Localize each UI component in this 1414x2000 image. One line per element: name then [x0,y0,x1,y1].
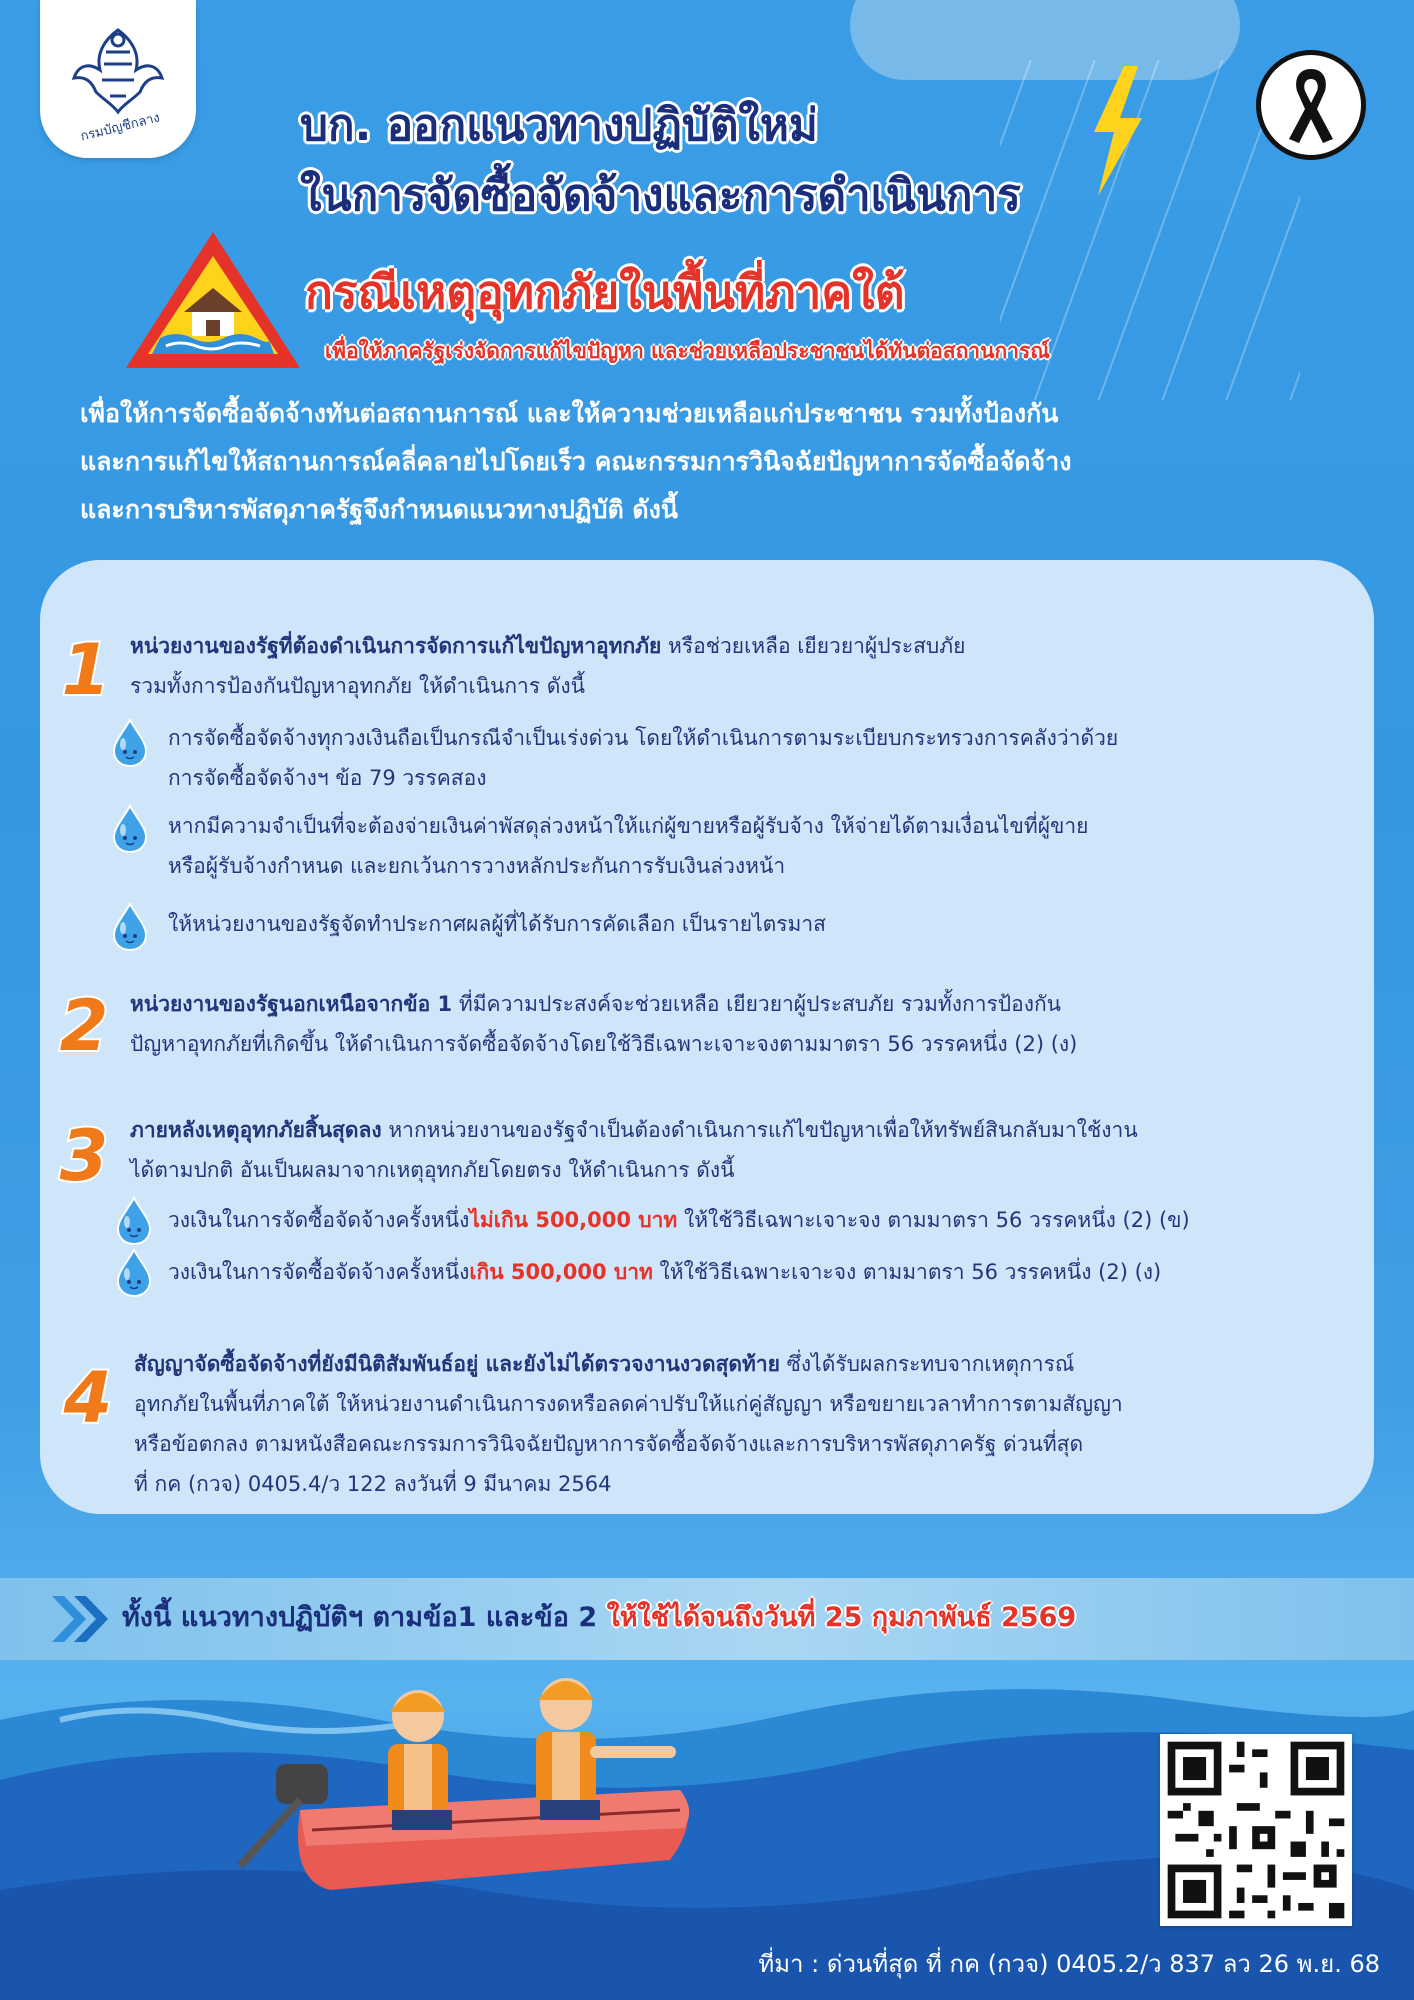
item-2-heading [130,984,1370,1064]
item-1-bullet-1 [168,718,1358,798]
water-drop-icon [108,902,152,952]
item-4-text: ซึ่งได้รับผลกระทบจากเหตุการณ์ [779,1352,1075,1376]
item-3-text: ได้ตามปกติ อันเป็นผลมาจากเหตุอุทกภัยโดยตรง ให้ดำเนินการ ดังนี้ [130,1158,735,1182]
bullet-text: หรือผู้รับจ้างกำหนด และยกเว้นการวางหลักประกันการรับเงินล่วงหน้า [168,854,786,878]
item-1-text: หรือช่วยเหลือ เยียวยาผู้ประสบภัย [661,634,966,658]
number-4-icon [56,1356,120,1436]
item-3-bullet-2 [168,1252,1368,1292]
item-4-text: ที่ กค (กวจ) 0405.4/ว 122 ลงวันที่ 9 มีนาคม 2564 [134,1472,612,1496]
bullet-text: ให้ใช้วิธีเฉพาะเจาะจง ตามมาตรา 56 วรรคหนึ่ง (2) (ง) [652,1260,1162,1284]
title-line-1: บก. ออกแนวทางปฏิบัติใหม่ [300,100,818,151]
item-1-bullet-2 [168,806,1358,886]
intro-paragraph [80,390,1360,534]
lightning-icon [1080,66,1150,196]
item-4-heading [134,1344,1370,1504]
item-3-text: หากหน่วยงานของรัฐจำเป็นต้องดำเนินการแก้ไขปัญหาเพื่อให้ทรัพย์สินกลับมาใช้งาน [381,1118,1138,1142]
bullet-text: ให้หน่วยงานของรัฐจัดทำประกาศผลผู้ที่ได้รับการคัดเลือก เป็นรายไตรมาส [168,912,827,936]
item-1-bold: หน่วยงานของรัฐที่ต้องดำเนินการจัดการแก้ไขปัญหาอุทกภัย [130,634,662,658]
item-3-bold: ภายหลังเหตุอุทกภัยสิ้นสุดลง [130,1118,382,1142]
svg-text:4: 4 [63,1357,113,1436]
subtitle-red: เพื่อให้ภาครัฐเร่งจัดการแก้ไขปัญหา และช่วยเหลือประชาชนได้ทันต่อสถานการณ์ [325,339,1050,363]
validity-prefix: ทั้งนี้ แนวทางปฏิบัติฯ ตามข้อ1 และข้อ 2 [122,1602,607,1633]
item-2-text: ปัญหาอุทกภัยที่เกิดขึ้น ให้ดำเนินการจัดซื้อจัดจ้างโดยใช้วิธีเฉพาะเจาะจงตามมาตรา 56 วรรคหนึ่ง (2) (ง) [130,1032,1078,1056]
item-4-bold: สัญญาจัดซื้อจัดจ้างที่ยังมีนิติสัมพันธ์อยู่ และยังไม่ได้ตรวจงานงวดสุดท้าย [134,1352,780,1376]
water-drop-icon [112,1248,156,1298]
bullet-text: วงเงินในการจัดซื้อจัดจ้างครั้งหนึ่ง [168,1208,470,1232]
double-chevron-icon [48,1592,114,1646]
item-1-text: รวมทั้งการป้องกันปัญหาอุทกภัย ให้ดำเนินการ ดังนี้ [130,674,586,698]
intro-line: และการแก้ไขให้สถานการณ์คลี่คลายไปโดยเร็ว คณะกรรมการวินิจฉัยปัญหาการจัดซื้อจัดจ้าง [80,447,1072,476]
source-reference: ที่มา : ด่วนที่สุด ที่ กค (กวจ) 0405.2/ว 837 ลว 26 พ.ย. 68 [758,1950,1380,1978]
item-3-bullet-1 [168,1200,1368,1240]
number-1-icon [54,628,118,708]
intro-line: และการบริหารพัสดุภาครัฐจึงกำหนดแนวทางปฏิบัติ ดังนี้ [80,495,678,524]
water-drop-icon [108,718,152,768]
item-4-text: อุทกภัยในพื้นที่ภาคใต้ ให้หน่วยงานดำเนินการงดหรือลดค่าปรับให้แก่คู่สัญญา หรือขยายเวลาทำการตามสัญญา [134,1392,1123,1416]
item-2-text: ที่มีความประสงค์จะช่วยเหลือ เยียวยาผู้ประสบภัย รวมทั้งการป้องกัน [452,992,1062,1016]
bullet-text: การจัดซื้อจัดจ้างฯ ข้อ 79 วรรคสอง [168,766,487,790]
intro-line: เพื่อให้การจัดซื้อจัดจ้างทันต่อสถานการณ์ และให้ความช่วยเหลือแก่ประชาชน รวมทั้งป้องกัน [80,399,1059,428]
amount-limit-red: เกิน 500,000 บาท [469,1260,653,1284]
svg-text:3: 3 [59,1115,109,1194]
item-2-bold: หน่วยงานของรัฐนอกเหนือจากข้อ 1 [130,992,453,1016]
mourning-ribbon-icon [1256,50,1366,160]
item-3-heading [130,1110,1370,1190]
logo-card [40,0,196,158]
title-red: กรณีเหตุอุทกภัยในพื้นที่ภาคใต้ [305,265,905,319]
number-3-icon [52,1114,116,1194]
item-1-heading [130,626,1350,706]
water-drop-icon [112,1196,156,1246]
amount-limit-red: ไม่เกิน 500,000 บาท [469,1208,678,1232]
bullet-text: หากมีความจำเป็นที่จะต้องจ่ายเงินค่าพัสดุล่วงหน้าให้แก่ผู้ขายหรือผู้รับจ้าง ให้จ่ายได้ตามเงื่อนไขที่ผู้ขาย [168,814,1089,838]
item-1-bullet-3 [168,904,1358,944]
svg-text:2: 2 [59,985,109,1064]
qr-code[interactable] [1160,1734,1352,1926]
water-drop-icon [108,804,152,854]
number-2-icon [52,984,116,1064]
bullet-text: ให้ใช้วิธีเฉพาะเจาะจง ตามมาตรา 56 วรรคหนึ่ง (2) (ข) [677,1208,1190,1232]
validity-date: ให้ใช้ได้จนถึงวันที่ 25 กุมภาพันธ์ 2569 [606,1602,1077,1633]
svg-text:1: 1 [61,629,111,708]
logo-label: กรมบัญชีกลาง [79,110,162,145]
title-line-2: ในการจัดซื้อจัดจ้างและการดำเนินการ [300,170,1021,221]
qr-code-icon [1160,1734,1352,1926]
flood-warning-icon [120,226,306,374]
bullet-text: วงเงินในการจัดซื้อจัดจ้างครั้งหนึ่ง [168,1260,470,1284]
item-4-text: หรือข้อตกลง ตามหนังสือคณะกรรมการวินิจฉัยปัญหาการจัดซื้อจัดจ้างและการบริหารพัสดุภาครัฐ ด่วนที่สุด [134,1432,1084,1456]
bullet-text: การจัดซื้อจัดจ้างทุกวงเงินถือเป็นกรณีจำเป็นเร่งด่วน โดยให้ดำเนินการตามระเบียบกระทรวงการคลังว่าด้วย [168,726,1119,750]
validity-text [122,1596,1076,1640]
